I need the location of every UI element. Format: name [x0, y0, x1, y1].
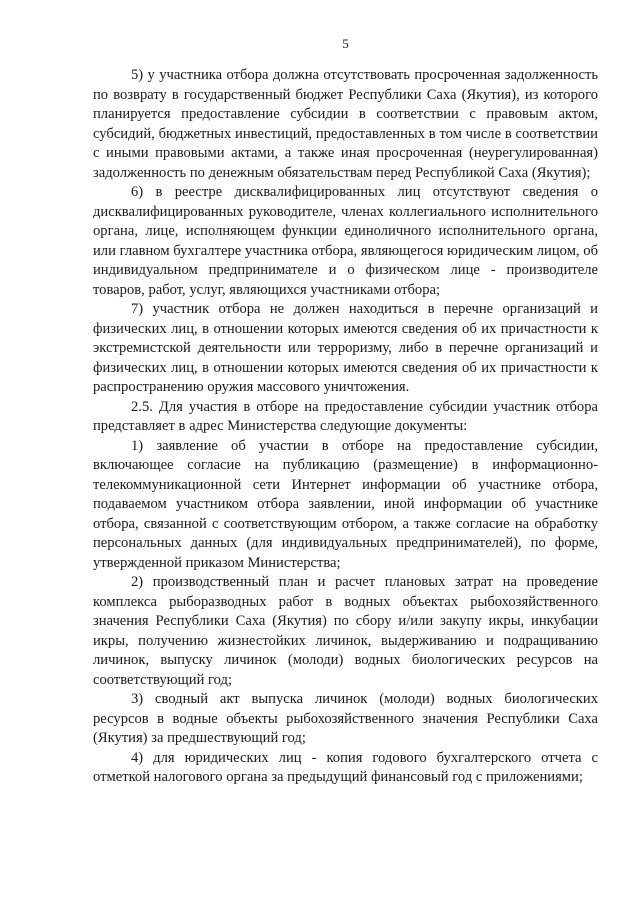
paragraph-item-7-extremism-list: 7) участник отбора не должен находиться в перечне организаций и физических лиц, в отношении которых имеются сведения об их причастности к экстремистской деятельности или терроризму, либо в перечне организаций и физических лиц, в отношении которых имеются сведения об их причастности к распространению оружия массового уничтожения. — [93, 301, 598, 395]
paragraph-doc-4-accounting-report: 4) для юридических лиц - копия годового бухгалтерского отчета с отметкой налогового органа за предыдущий финансовый год с приложениями; — [93, 749, 598, 785]
paragraph-item-5-no-overdue-debt: 5) у участника отбора должна отсутствовать просроченная задолженность по возврату в государственный бюджет Республики Саха (Якутия), из которого планируется предоставление субсидии в соответствии с правовым актом, субсидий, бюджетных инвестиций, предоставленных в том числе в соответствии с иными правовыми актами, а также иная просроченная (неурегулированная) задолженность по денежным обязательствам перед Республикой Саха (Якутия); — [93, 67, 598, 181]
paragraph-doc-3-release-act: 3) сводный акт выпуска личинок (молоди) водных биологических ресурсов в водные объекты рыбохозяйственного значения Республики Саха (Якутия) за предшествующий год; — [93, 691, 598, 746]
paragraph-doc-2-production-plan: 2) производственный план и расчет плановых затрат на проведение комплекса рыборазводных работ в водных объектах рыбохозяйственного значения Республики Саха (Якутия) по сбору и/или закупу икры, инкубации икры, получению жизнестойких личинок, выдерживанию и подращиванию личинок, выпуску личинок (молоди) водных биологических ресурсов на соответствующий год; — [93, 574, 598, 688]
document-body — [93, 66, 598, 788]
paragraph-doc-1-application: 1) заявление об участии в отборе на предоставление субсидии, включающее согласие на публикацию (размещение) в информационно-телекоммуникационной сети Интернет информации об участнике отбора, подаваемом участником отбора заявлении, иной информации об участнике отбора, связанной с соответствующим отбором, а также согласие на обработку персональных данных (для индивидуальных предпринимателей), по форме, утвержденной приказом Министерства; — [93, 437, 598, 571]
page-number: 5 — [342, 36, 349, 51]
paragraph-section-2-5: 2.5. Для участия в отборе на предоставление субсидии участник отбора представляет в адрес Министерства следующие документы: — [93, 398, 598, 434]
paragraph-item-6-disqualified-registry: 6) в реестре дисквалифицированных лиц отсутствуют сведения о дисквалифицированных руководителе, членах коллегиального исполнительного органа, лице, исполняющем функции единоличного исполнительного органа, или главном бухгалтере участника отбора, являющегося юридическим лицом, об индивидуальном предпринимателе и о физическом лице - производителе товаров, работ, услуг, являющихся участниками отбора; — [93, 184, 598, 298]
